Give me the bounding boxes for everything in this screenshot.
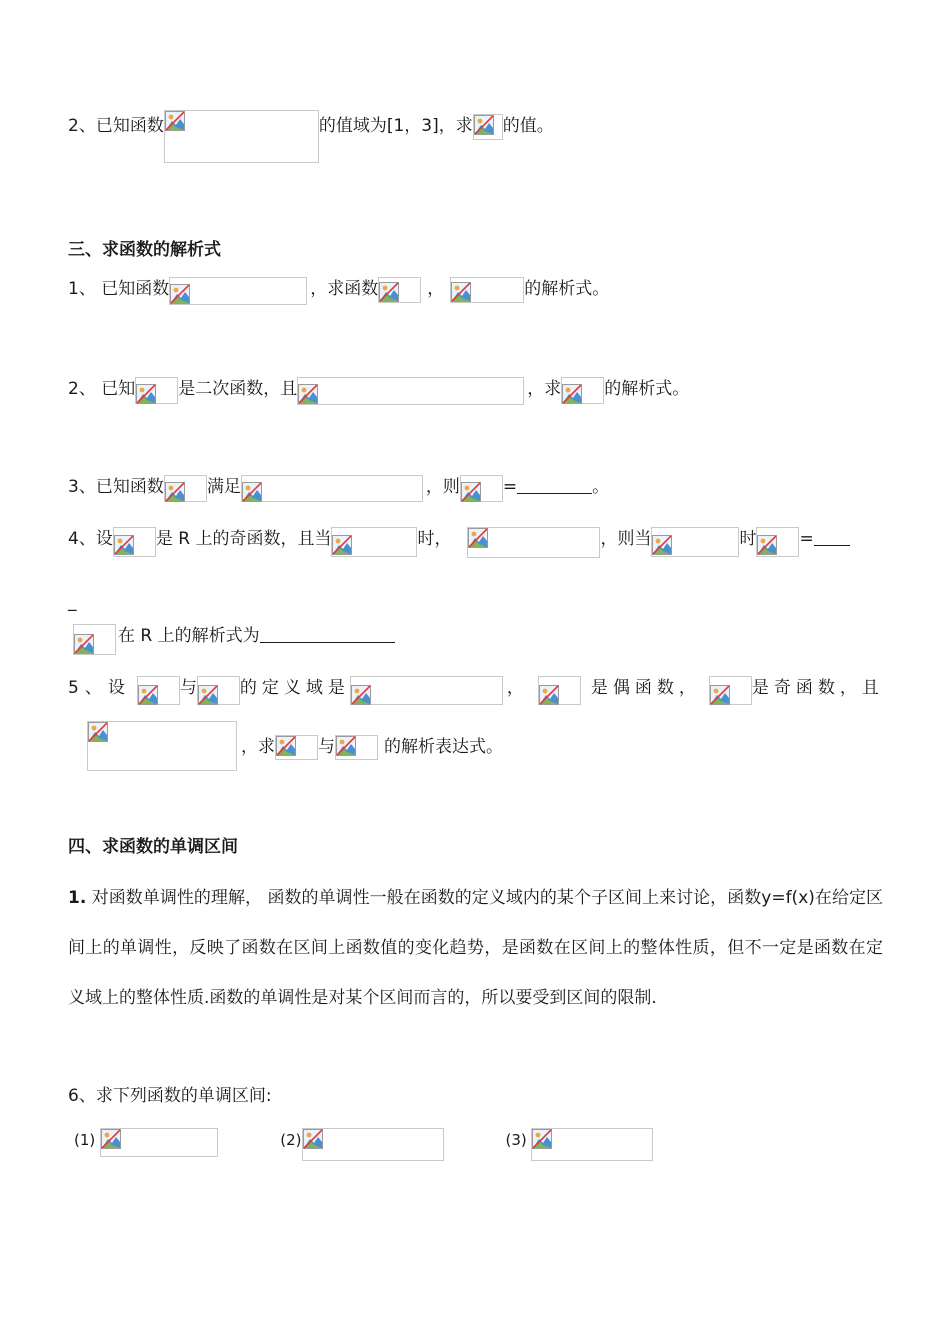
formula-image-placeholder	[378, 277, 421, 303]
section-title: 四、求函数的单调区间	[68, 837, 238, 857]
broken-image-icon	[303, 1129, 323, 1149]
broken-image-icon	[276, 736, 296, 756]
broken-image-icon	[136, 384, 156, 404]
broken-image-icon	[114, 535, 134, 555]
question-2-prev: 2、已知函数 的值域为[1，3]，求 的值。	[68, 114, 554, 163]
formula-image-placeholder	[241, 475, 423, 502]
question-3-5: 5、设 与 的定义域是 ， 是偶函数， 是奇函数，且	[68, 676, 884, 705]
question-3-4-line2: 在 R 上的解析式为	[73, 624, 395, 655]
broken-image-icon	[539, 685, 559, 705]
formula-image-placeholder	[135, 377, 178, 404]
formula-image-placeholder	[197, 676, 240, 705]
broken-image-icon	[461, 482, 481, 502]
broken-image-icon	[138, 685, 158, 705]
broken-image-icon	[165, 111, 185, 131]
formula-image-placeholder	[164, 475, 207, 502]
broken-image-icon	[351, 685, 371, 705]
broken-image-icon	[336, 736, 356, 756]
question-4-6-items: (1) (2) (3)	[74, 1128, 653, 1161]
answer-blank	[814, 527, 850, 546]
formula-image-placeholder	[137, 676, 180, 705]
question-3-2: 2、 已知 是二次函数，且 ，求 的解析式。	[68, 377, 689, 405]
broken-image-icon	[757, 535, 777, 555]
formula-image-placeholder	[350, 676, 503, 705]
formula-image-placeholder	[164, 110, 319, 163]
broken-image-icon	[474, 115, 494, 135]
broken-image-icon	[710, 685, 730, 705]
formula-image-placeholder	[100, 1128, 218, 1157]
formula-image-placeholder	[460, 475, 503, 502]
broken-image-icon	[101, 1129, 121, 1149]
broken-image-icon	[532, 1129, 552, 1149]
formula-image-placeholder	[302, 1128, 444, 1161]
broken-image-icon	[562, 384, 582, 404]
broken-image-icon	[165, 482, 185, 502]
broken-image-icon	[379, 282, 399, 302]
formula-image-placeholder	[561, 377, 604, 404]
formula-image-placeholder	[113, 527, 156, 557]
answer-blank	[260, 624, 395, 643]
broken-image-icon	[242, 482, 262, 502]
broken-image-icon	[652, 535, 672, 555]
formula-image-placeholder	[73, 624, 116, 655]
broken-image-icon	[170, 284, 190, 304]
broken-image-icon	[74, 634, 94, 654]
question-3-4: 4、设 是 R 上的奇函数，且当 时， ，则当 时 =	[68, 527, 850, 558]
formula-image-placeholder	[756, 527, 799, 557]
broken-image-icon	[451, 282, 471, 302]
broken-image-icon	[468, 528, 488, 548]
formula-image-placeholder	[473, 114, 503, 140]
broken-image-icon	[298, 384, 318, 404]
question-3-1: 1、 已知函数 ，求函数 ， 的解析式。	[68, 277, 609, 305]
question-3-4-cont: _	[68, 592, 77, 612]
broken-image-icon	[88, 722, 108, 742]
section-title: 三、求函数的解析式	[68, 240, 221, 260]
formula-image-placeholder	[450, 277, 524, 303]
formula-image-placeholder	[531, 1128, 653, 1161]
formula-image-placeholder	[297, 377, 524, 405]
broken-image-icon	[198, 685, 218, 705]
answer-blank	[517, 475, 592, 494]
paragraph: 1. 对函数单调性的理解， 函数的单调性一般在函数的定义域内的某个子区间上来讨论，函数y=f(x)在给定区间上的单调性，反映了函数在区间上函数值的变化趋势，是函数在区间上的整体性质，但不一定是函数在定义域上的整体性质.函数的单调性是对某个区间而言的，所以要受到区间的限制.	[68, 888, 883, 1008]
formula-image-placeholder	[335, 735, 378, 760]
formula-image-placeholder	[651, 527, 739, 557]
formula-image-placeholder	[709, 676, 752, 705]
broken-image-icon	[332, 535, 352, 555]
formula-image-placeholder	[467, 527, 600, 558]
question-3-3: 3、已知函数 满足 ，则 = 。	[68, 475, 609, 502]
formula-image-placeholder	[538, 676, 581, 705]
question-4-6: 6、求下列函数的单调区间:	[68, 1086, 272, 1106]
formula-image-placeholder	[275, 735, 318, 760]
formula-image-placeholder	[169, 277, 307, 305]
formula-image-placeholder	[331, 527, 417, 557]
question-3-5-line2: ，求 与 的解析表达式。	[87, 735, 503, 771]
formula-image-placeholder	[87, 721, 237, 771]
